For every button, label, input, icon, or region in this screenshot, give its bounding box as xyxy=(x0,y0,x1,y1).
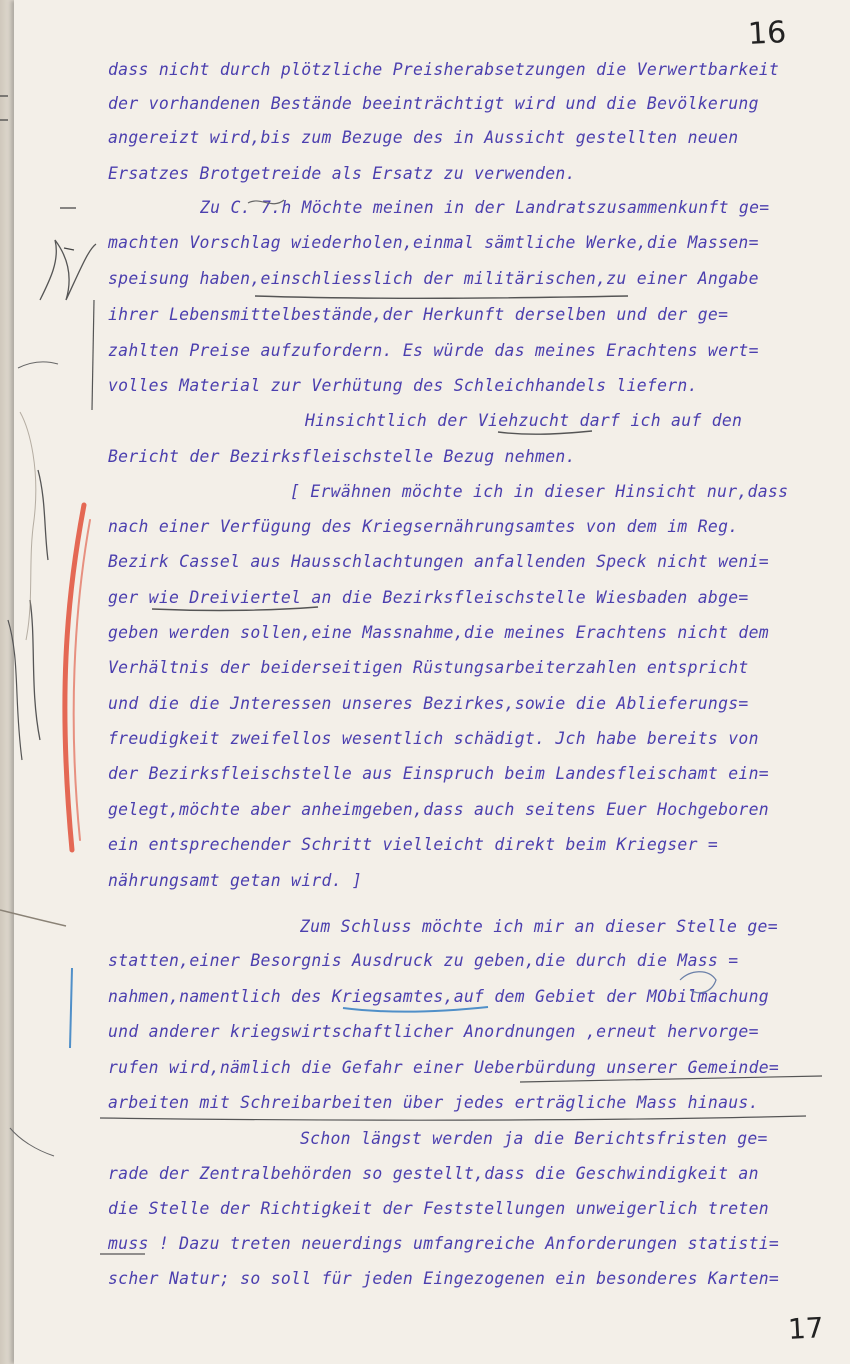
text-line: speisung haben,einschliesslich der militärischen,zu einer Angabe xyxy=(108,269,759,288)
text-line: ein entsprechender Schritt vielleicht direkt beim Kriegser = xyxy=(108,835,719,854)
text-line: und anderer kriegswirtschaftlicher Anordnungen ,erneut hervorge= xyxy=(108,1022,759,1041)
text-line: scher Natur; so soll für jeden Eingezogenen ein besonderes Karten= xyxy=(108,1269,780,1288)
text-line: Zu C. 7.h Möchte meinen in der Landratszusammenkunft ge= xyxy=(200,198,770,217)
text-line: der Bezirksfleischstelle aus Einspruch beim Landesfleischamt ein= xyxy=(108,764,769,783)
page-number-top: 16 xyxy=(747,15,788,52)
text-line: Bezirk Cassel aus Hausschlachtungen anfallenden Speck nicht weni= xyxy=(108,552,769,571)
text-line: volles Material zur Verhütung des Schleichhandels liefern. xyxy=(108,376,698,395)
text-line: nährungsamt getan wird. ] xyxy=(108,871,363,890)
text-line: dass nicht durch plötzliche Preisherabsetzungen die Verwertbarkeit xyxy=(108,60,780,79)
page-binding xyxy=(0,0,14,1364)
text-line: geben werden sollen,eine Massnahme,die meines Erachtens nicht dem xyxy=(108,623,769,642)
text-line: der vorhandenen Bestände beeinträchtigt wird und die Bevölkerung xyxy=(108,94,759,113)
text-line: nach einer Verfügung des Kriegsernährungsamtes von dem im Reg. xyxy=(108,517,739,536)
text-line: und die die Jnteressen unseres Bezirkes,sowie die Ablieferungs= xyxy=(108,694,749,713)
text-line: ihrer Lebensmittelbestände,der Herkunft derselben und der ge= xyxy=(108,305,729,324)
text-line: Schon längst werden ja die Berichtsfristen ge= xyxy=(300,1129,768,1148)
text-line: die Stelle der Richtigkeit der Feststellungen unweigerlich treten xyxy=(108,1199,769,1218)
text-line: muss ! Dazu treten neuerdings umfangreiche Anforderungen statisti= xyxy=(108,1234,780,1253)
text-line: rade der Zentralbehörden so gestellt,dass die Geschwindigkeit an xyxy=(108,1164,759,1183)
text-line: machten Vorschlag wiederholen,einmal sämtliche Werke,die Massen= xyxy=(108,233,759,252)
text-line: Zum Schluss möchte ich mir an dieser Stelle ge= xyxy=(300,917,778,936)
text-line: Hinsichtlich der Viehzucht darf ich auf den xyxy=(305,411,743,430)
text-line: zahlten Preise aufzufordern. Es würde das meines Erachtens wert= xyxy=(108,341,759,360)
text-line: angereizt wird,bis zum Bezuge des in Aussicht gestellten neuen xyxy=(108,128,739,147)
text-line: Ersatzes Brotgetreide als Ersatz zu verwenden. xyxy=(108,164,576,183)
text-line: rufen wird,nämlich die Gefahr einer Ueberbürdung unserer Gemeinde= xyxy=(108,1058,780,1077)
text-line: arbeiten mit Schreibarbeiten über jedes erträgliche Mass hinaus. xyxy=(108,1093,759,1112)
text-line: Bericht der Bezirksfleischstelle Bezug nehmen. xyxy=(108,447,576,466)
text-line: [ Erwähnen möchte ich in dieser Hinsicht nur,dass xyxy=(290,482,789,501)
page-number-bottom: 17 xyxy=(787,1311,825,1346)
text-line: ger wie Dreiviertel an die Bezirksfleischstelle Wiesbaden abge= xyxy=(108,588,749,607)
text-line: statten,einer Besorgnis Ausdruck zu geben,die durch die Mass = xyxy=(108,951,739,970)
text-line: Verhältnis der beiderseitigen Rüstungsarbeiterzahlen entspricht xyxy=(108,658,749,677)
text-line: nahmen,namentlich des Kriegsamtes,auf dem Gebiet der MObilmachung xyxy=(108,987,769,1006)
text-line: gelegt,möchte aber anheimgeben,dass auch seitens Euer Hochgeboren xyxy=(108,800,769,819)
text-line: freudigkeit zweifellos wesentlich schädigt. Jch habe bereits von xyxy=(108,729,759,748)
